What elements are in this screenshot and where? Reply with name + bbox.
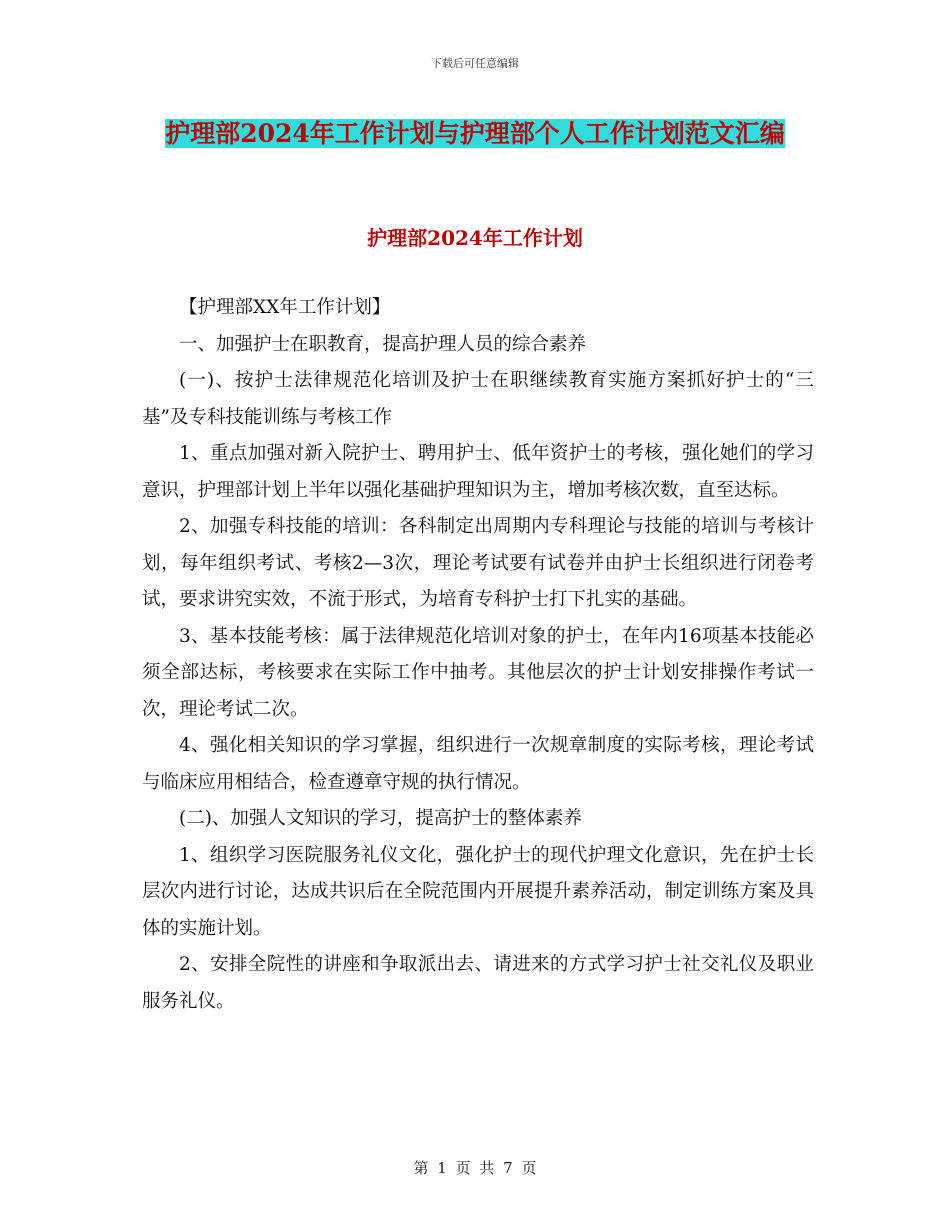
paragraph-subsection-1: (一)、按护士法律规范化培训及护士在职继续教育实施方案抓好护士的“三基”及专科技能训练与考核工作 [142,370,814,428]
paragraph-item-5: 1、组织学习医院服务礼仪文化，强化护士的现代护理文化意识，先在护士长层次内进行讨论，达成共识后在全院范围内开展提升素养活动，制定训练方案及具体的实施计划。 [142,844,814,939]
document-body [142,290,814,1020]
header-note: 下载后可任意编辑 [431,57,519,70]
section-title: 护理部2024年工作计划 [367,226,583,250]
paragraph-item-6: 2、安排全院性的讲座和争取派出去、请进来的方式学习护士社交礼仪及职业服务礼仪。 [142,954,814,1012]
paragraph-item-3: 3、基本技能考核：属于法律规范化培训对象的护士，在年内16项基本技能必须全部达标，考核要求在实际工作中抽考。其他层次的护士计划安排操作考试一次，理论考试二次。 [142,625,814,720]
paragraph-item-4: 4、强化相关知识的学习掌握，组织进行一次规章制度的实际考核，理论考试与临床应用相结合，检查遵章守规的执行情况。 [142,735,814,793]
paragraph-section-1: 一、加强护士在职教育，提高护理人员的综合素养 [179,333,587,355]
document-title-text: 护理部2024年工作计划与护理部个人工作计划范文汇编 [165,119,785,148]
paragraph-heading-tag: 【护理部XX年工作计划】 [179,297,391,318]
paragraph-item-1: 1、重点加强对新入院护士、聘用护士、低年资护士的考核，强化她们的学习意识，护理部计划上半年以强化基础护理知识为主，增加考核次数，直至达标。 [142,443,814,501]
document-title [140,112,810,156]
paragraph-item-2: 2、加强专科技能的培训：各科制定出周期内专科理论与技能的培训与考核计划，每年组织考试、考核2—3次，理论考试要有试卷并由护士长组织进行闭卷考试，要求讲究实效，不流于形式，为培育专科护士打下扎实的基础。 [142,516,814,610]
page-footer: 第 1 页 共 7 页 [413,1159,537,1177]
paragraph-subsection-2: (二)、加强人文知识的学习，提高护士的整体素养 [179,808,582,829]
